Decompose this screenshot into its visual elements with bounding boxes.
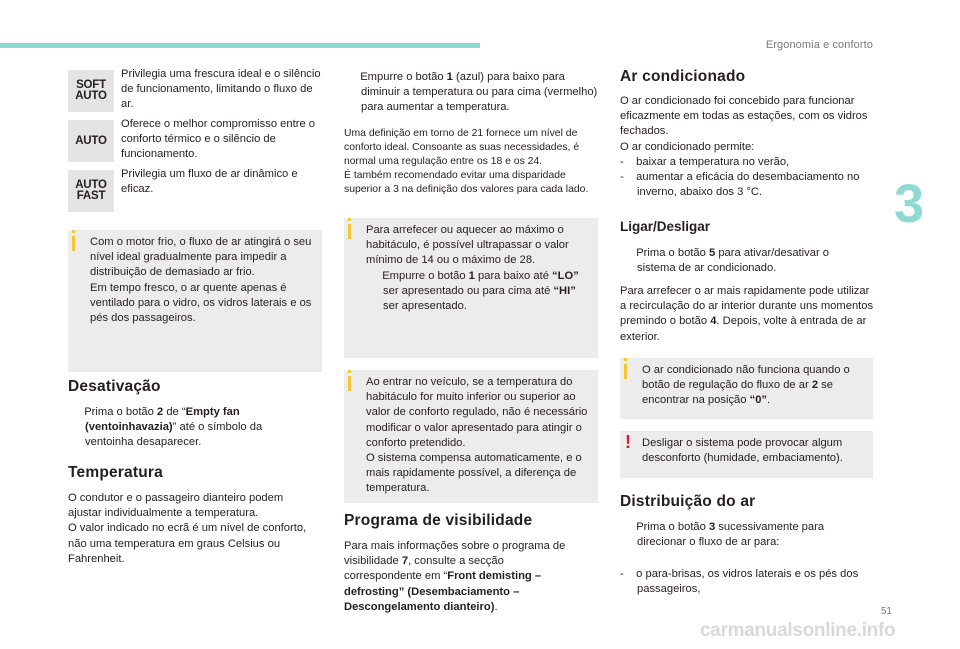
warning-box: ! Desligar o sistema pode provocar algum desconforto (humidade, embaciamento).: [620, 431, 873, 478]
auto-icon: AUTO: [68, 120, 114, 162]
note-cold-engine: [68, 230, 322, 372]
section-title: Ergonomia e conforto: [765, 39, 873, 51]
visibility-body: Para mais informações sobre o programa de visibilidade 7, consulte a secção correspondente em “Front demisting – defrosting” (Desembaciamento – Descongelamento dianteiro).: [344, 540, 566, 613]
note-ac-fan-zero: O ar condicionado não funciona quando o botão de regulação do fluxo de ar 2 se encontrar na posição “0”.: [620, 358, 873, 419]
temperature-instruction: Empurre o botão 1 (azul) para baixo para diminuir a temperatura ou para cima (vermelho) para aumentar a temperatura.: [360, 71, 598, 114]
mode-description: Oferece o melhor compromisso entre o conforto térmico e o silêncio de funcionamento.: [121, 118, 315, 161]
soft-auto-icon: SOFT AUTO: [68, 70, 114, 112]
desativacao-instruction: Prima o botão 2 de “Empty fan (ventoinhavazia)” até o símbolo da ventoinha desaparecer.: [84, 406, 263, 449]
heading-distribuicao: Distribuição do ar: [620, 493, 756, 510]
distribution-item: - o para-brisas, os vidros laterais e os pés dos passageiros,: [620, 568, 859, 596]
heading-visibility: Programa de visibilidade: [344, 512, 533, 529]
mode-description: Privilegia um fluxo de ar dinâmico e eficaz.: [121, 168, 298, 196]
recirculation-text: Para arrefecer o ar mais rapidamente pode utilizar a recirculação do ar interior durante uns momentos premindo o botão 4. Depois, volte à entrada de ar exterior.: [620, 285, 874, 343]
header-accent-bar: [0, 43, 480, 48]
ac-body: O ar condicionado foi concebido para funcionar eficazmente em todas as estações, com os vidros fechados. O ar condicionado permite: - baixar a temperatura no verão, - aumentar a eficácia do desembaciamento no inverno, abaixo dos 3 °C.: [620, 95, 868, 199]
info-icon: [348, 224, 351, 239]
info-icon: [624, 364, 627, 379]
note-entering-vehicle: Ao entrar no veículo, se a temperatura do habitáculo for muito inferior ou superior ao valor de conforto regulado, não é necessário modificar o valor apresentado para atingir o conforto pretendido. O sistema compensa automaticamente, e o mais rapidamente possível, a diferença de temperatura.: [344, 370, 598, 503]
mode-description: Privilegia uma frescura ideal e o silêncio de funcionamento, limitando o fluxo de ar.: [121, 68, 321, 111]
note-text: Em tempo fresco, o ar quente apenas é ventilado para o vidro, os vidros laterais e os pés dos passageiros.: [90, 281, 312, 325]
distribution-instruction: Prima o botão 3 sucessivamente para direcionar o fluxo de ar para:: [636, 521, 825, 549]
heading-temperatura: Temperatura: [68, 464, 163, 481]
page-number: 51: [880, 606, 892, 617]
heading-ar-condicionado: Ar condicionado: [620, 68, 746, 85]
auto-fast-icon: AUTO FAST: [68, 170, 114, 212]
heading-ligar-desligar: Ligar/Desligar: [620, 219, 711, 234]
chapter-number: 3: [894, 174, 925, 234]
note-text: Com o motor frio, o fluxo de ar atingirá o seu nível ideal gradualmente para impedir a distribuição de demasiado ar frio.: [90, 236, 312, 279]
info-icon: [348, 376, 351, 391]
note-lo-hi: Para arrefecer ou aquecer ao máximo o habitáculo, é possível ultrapassar o valor mínimo de 14 ou o máximo de 28. Empurre o botão 1 para baixo até “LO” ser apresentado ou para cima até “HI” ser apresentado.: [344, 218, 598, 358]
temperature-definition: Uma definição em torno de 21 fornece um nível de conforto ideal. Consoante as suas necessidades, é normal uma regulação entre os 18 e os 24. É também recomendado evitar uma disparidade superior a 3 na definição dos valores para cada lado.: [344, 128, 589, 195]
info-icon: [72, 236, 75, 251]
onoff-instruction: Prima o botão 5 para ativar/desativar o sistema de ar condicionado.: [636, 247, 830, 275]
temperatura-body: O condutor e o passageiro dianteiro podem ajustar individualmente a temperatura. O valor indicado no ecrã é um nível de conforto, não uma temperatura em graus Celsius ou Fahrenheit.: [68, 492, 307, 565]
watermark: carmanualsonline.info: [700, 620, 896, 641]
warning-icon: !: [625, 432, 631, 452]
heading-desativacao: Desativação: [68, 378, 161, 395]
